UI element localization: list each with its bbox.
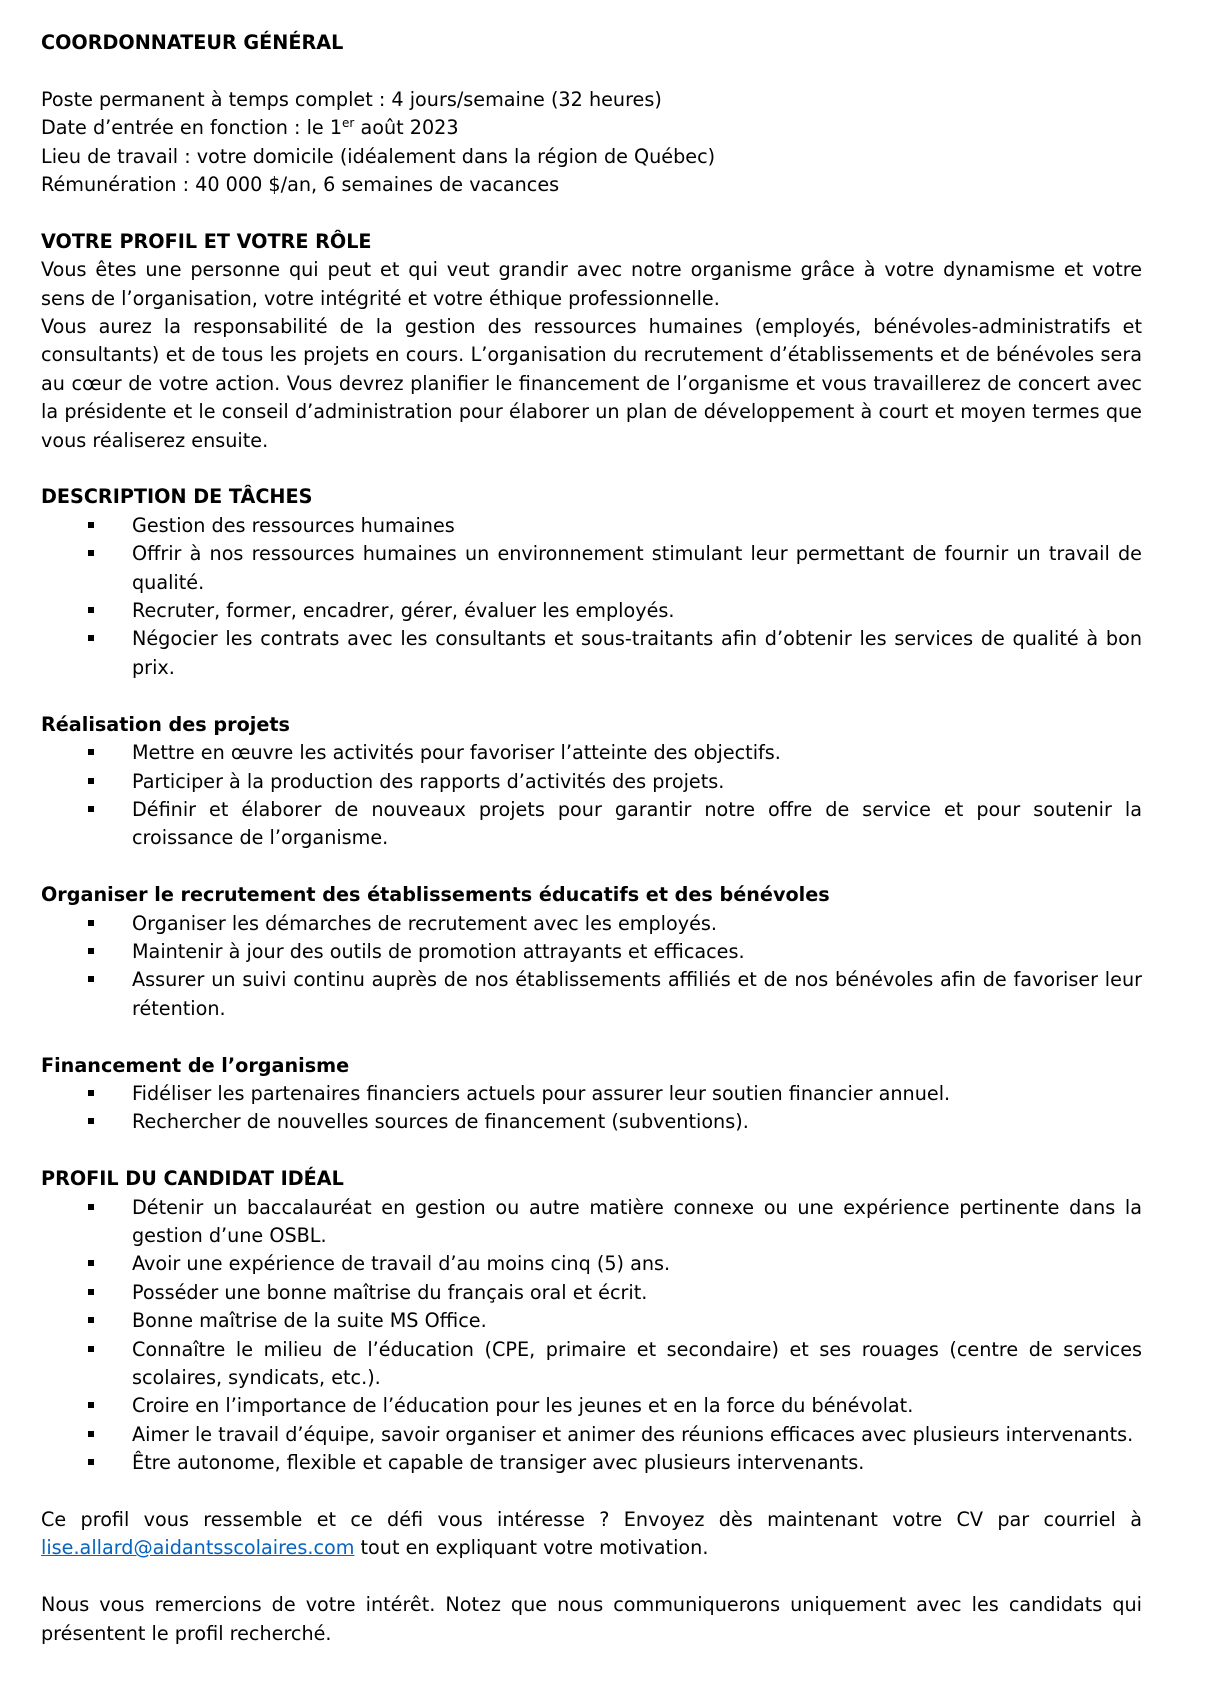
start-date-prefix: Date d’entrée en fonction : le 1 [41, 116, 343, 140]
call-to-action [41, 1506, 1142, 1563]
position-type: Poste permanent à temps complet : 4 jours/semaine (32 heures) [41, 87, 662, 111]
bullet-icon [88, 635, 94, 641]
spacer [41, 1563, 1142, 1591]
list-item [41, 768, 1142, 796]
bullet-icon [88, 607, 94, 613]
list-item [41, 1421, 1142, 1449]
ideal-profile-section [41, 1165, 1142, 1477]
list-item [41, 1108, 1142, 1136]
list-item-text: Croire en l’importance de l’éducation pour les jeunes et en la force du bénévolat. [132, 1394, 914, 1418]
list-item-text: Gestion des ressources humaines [132, 513, 455, 537]
spacer [41, 853, 1142, 881]
bullet-icon [88, 1346, 94, 1352]
thanks-note: Nous vous remercions de votre intérêt. Notez que nous communiquerons uniquement avec les candidats qui présentent le profil recherché. [41, 1593, 1142, 1645]
list-item-text: Recruter, former, encadrer, gérer, évaluer les employés. [132, 599, 675, 623]
bullet-icon [88, 948, 94, 954]
spacer [41, 1023, 1142, 1051]
bullet-icon [88, 749, 94, 755]
bullet-icon [88, 522, 94, 528]
list-item [41, 540, 1142, 597]
list-item [41, 597, 1142, 625]
work-location: Lieu de travail : votre domicile (idéalement dans la région de Québec) [41, 144, 716, 168]
bullet-icon [88, 1431, 94, 1437]
ideal-profile-list [41, 1194, 1142, 1478]
list-item-text: Mettre en œuvre les activités pour favoriser l’atteinte des objectifs. [132, 741, 781, 765]
financing-section [41, 1052, 1142, 1137]
section-heading: DESCRIPTION DE TÂCHES [41, 485, 313, 509]
list-item-text: Avoir une expérience de travail d’au moins cinq (5) ans. [132, 1252, 671, 1276]
list-item-text: Rechercher de nouvelles sources de financement (subventions). [132, 1110, 749, 1134]
profile-role-section [41, 228, 1142, 455]
list-item [41, 1392, 1142, 1420]
bullet-icon [88, 920, 94, 926]
start-date-sup: er [342, 116, 355, 131]
cta-after: tout en expliquant votre motivation. [354, 1536, 709, 1560]
email-link[interactable]: lise.allard@aidantsscolaires.com [41, 1536, 355, 1560]
recruitment-list [41, 910, 1142, 1024]
section-heading: VOTRE PROFIL ET VOTRE RÔLE [41, 229, 372, 253]
list-item [41, 1336, 1142, 1393]
list-item-text: Définir et élaborer de nouveaux projets pour garantir notre offre de service et pour soutenir la croissance de l’organisme. [132, 797, 1142, 850]
role-paragraph: Vous aurez la responsabilité de la gestion des ressources humaines (employés, bénévoles-administratifs et consultants) et de tous les projets en cours. L’organisation du recrutement d’établissements et de bénévoles sera au cœur de votre action. Vous devrez planifier le financement de l’organisme et vous travaillerez de concert avec la présidente et le conseil d’administration pour élaborer un plan de développement à court et moyen termes que vous réaliserez ensuite. [41, 315, 1142, 452]
list-item-text: Détenir un baccalauréat en gestion ou autre matière connexe ou une expérience pertinente dans la gestion d’une OSBL. [132, 1195, 1142, 1247]
bullet-icon [88, 778, 94, 784]
start-date-suffix: août 2023 [354, 116, 459, 140]
list-item [41, 1279, 1142, 1307]
spacer [41, 682, 1142, 710]
tasks-list [41, 512, 1142, 682]
list-item-text: Fidéliser les partenaires financiers actuels pour assurer leur soutien financier annuel. [132, 1081, 951, 1105]
list-item [41, 512, 1142, 540]
cta-text: Ce profil vous ressemble et ce défi vous intéresse ? Envoyez dès maintenant votre CV par courriel à [41, 1508, 1142, 1531]
bullet-icon [88, 1317, 94, 1323]
list-item [41, 938, 1142, 966]
list-item [41, 796, 1142, 853]
page-title: COORDONNATEUR GÉNÉRAL [41, 31, 344, 54]
list-item-text: Bonne maîtrise de la suite MS Office. [132, 1309, 487, 1333]
projects-list [41, 739, 1142, 853]
salary: Rémunération : 40 000 $/an, 6 semaines de vacances [41, 173, 560, 197]
section-heading: Financement de l’organisme [41, 1053, 350, 1077]
bullet-icon [88, 1090, 94, 1096]
recruitment-section [41, 881, 1142, 1023]
bullet-icon [88, 976, 94, 982]
start-date [41, 114, 1142, 142]
spacer [41, 57, 1142, 85]
list-item [41, 1307, 1142, 1335]
financing-list [41, 1080, 1142, 1137]
list-item [41, 1080, 1142, 1108]
list-item-text: Être autonome, flexible et capable de transiger avec plusieurs intervenants. [132, 1451, 865, 1475]
section-heading: PROFIL DU CANDIDAT IDÉAL [41, 1167, 344, 1191]
bullet-icon [88, 1118, 94, 1124]
job-posting [41, 29, 1142, 1648]
list-item-text: Participer à la production des rapports d’activités des projets. [132, 769, 725, 793]
spacer [41, 199, 1142, 227]
list-item [41, 1449, 1142, 1477]
bullet-icon [88, 1204, 94, 1210]
list-item-text: Organiser les démarches de recrutement avec les employés. [132, 911, 717, 935]
list-item [41, 1250, 1142, 1278]
list-item-text: Assurer un suivi continu auprès de nos établissements affiliés et de nos bénévoles afin de favoriser leur rétention. [132, 968, 1142, 1020]
list-item [41, 910, 1142, 938]
list-item-text: Négocier les contrats avec les consultants et sous-traitants afin d’obtenir les services de qualité à bon prix. [132, 627, 1142, 679]
projects-section [41, 711, 1142, 853]
section-heading: Organiser le recrutement des établissements éducatifs et des bénévoles [41, 883, 830, 907]
list-item [41, 625, 1142, 682]
spacer [41, 1478, 1142, 1506]
section-heading: Réalisation des projets [41, 712, 290, 736]
bullet-icon [88, 550, 94, 556]
list-item-text: Posséder une bonne maîtrise du français oral et écrit. [132, 1280, 648, 1304]
bullet-icon [88, 1459, 94, 1465]
job-info [41, 86, 1142, 200]
bullet-icon [88, 1289, 94, 1295]
list-item [41, 966, 1142, 1023]
list-item-text: Offrir à nos ressources humaines un environnement stimulant leur permettant de fournir un travail de qualité. [132, 542, 1142, 594]
list-item-text: Aimer le travail d’équipe, savoir organiser et animer des réunions efficaces avec plusieurs intervenants. [132, 1422, 1134, 1446]
profile-paragraph: Vous êtes une personne qui peut et qui veut grandir avec notre organisme grâce à votre dynamisme et votre sens de l’organisation, votre intégrité et votre éthique professionnelle. [41, 258, 1142, 310]
list-item-text: Maintenir à jour des outils de promotion attrayants et efficaces. [132, 939, 745, 963]
list-item [41, 739, 1142, 767]
spacer [41, 455, 1142, 483]
list-item-text: Connaître le milieu de l’éducation (CPE, primaire et secondaire) et ses rouages (centre de services scolaires, syndicats, etc.). [132, 1337, 1142, 1389]
bullet-icon [88, 806, 94, 812]
tasks-section [41, 483, 1142, 682]
spacer [41, 1137, 1142, 1165]
bullet-icon [88, 1402, 94, 1408]
list-item [41, 1194, 1142, 1251]
bullet-icon [88, 1260, 94, 1266]
